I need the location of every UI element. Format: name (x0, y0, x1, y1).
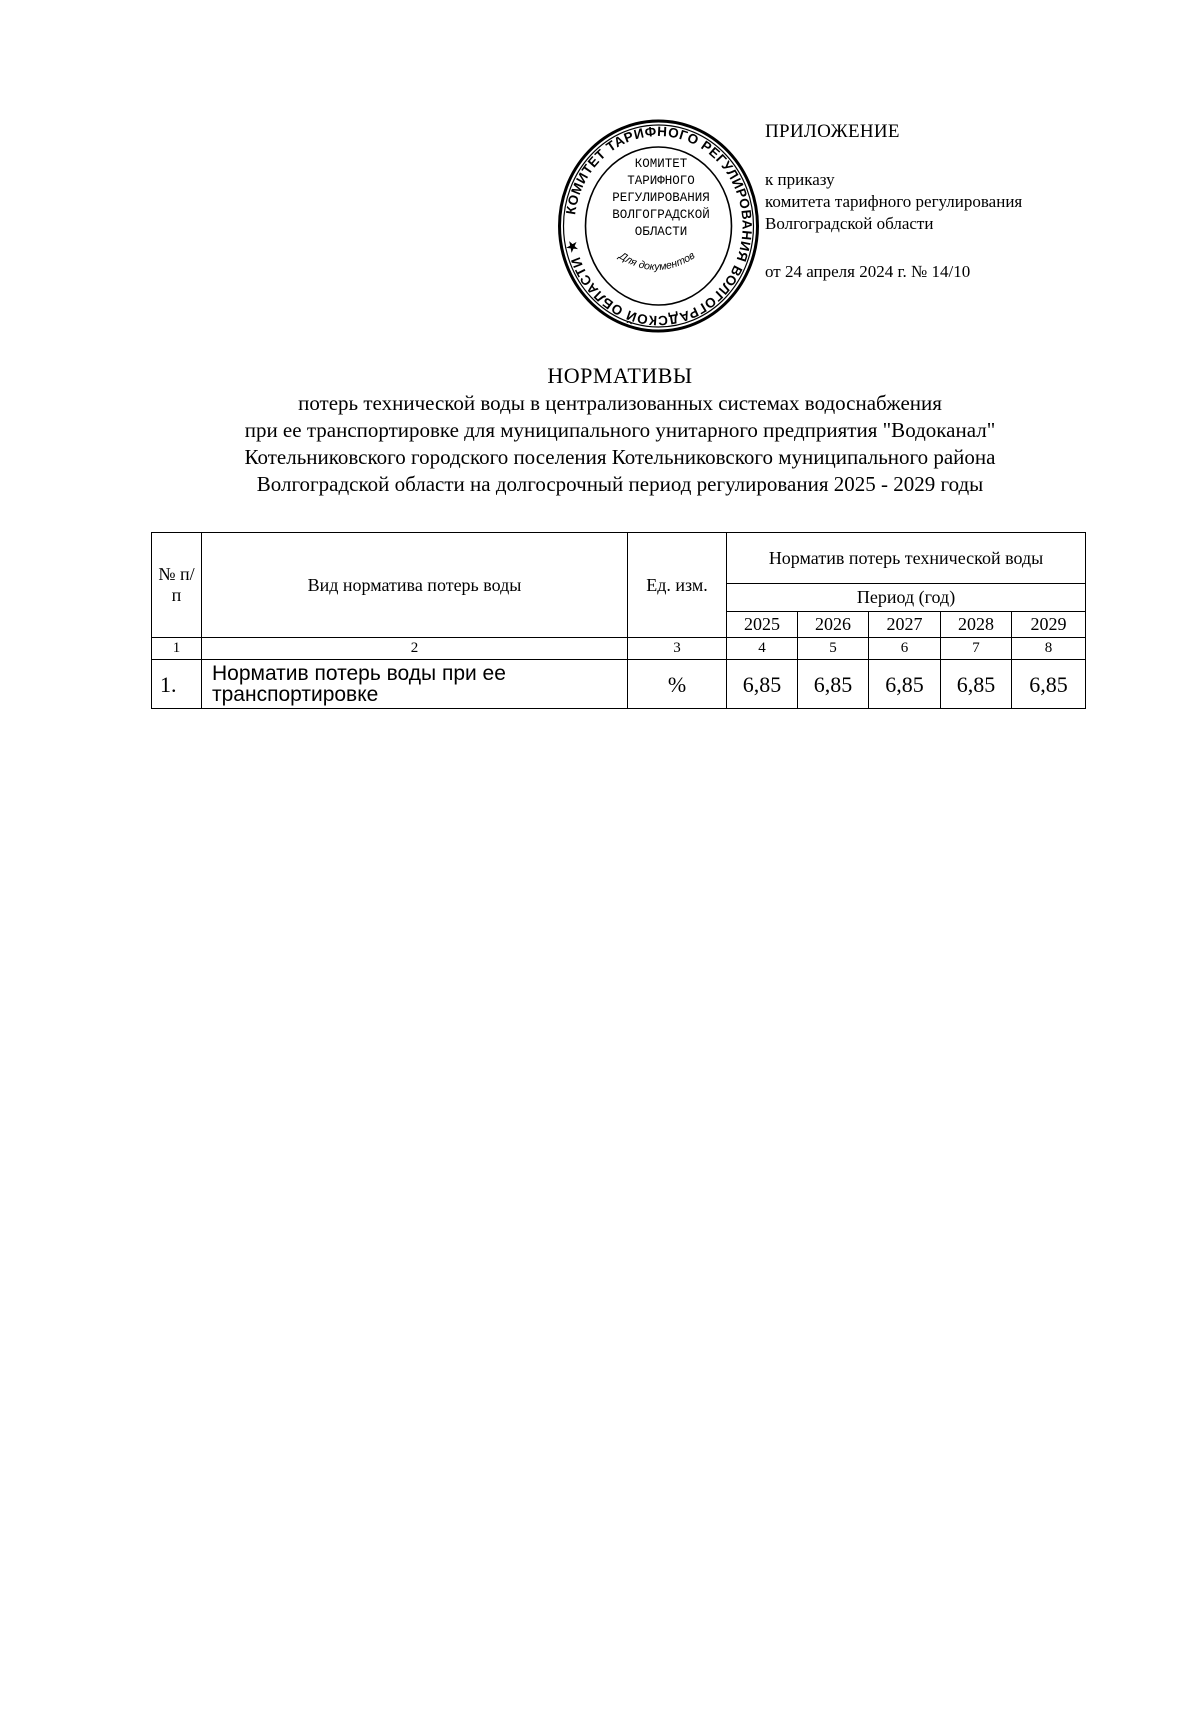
title-line-3: Котельниковского городского поселения Котельниковского муниципального района (244, 445, 996, 469)
header-norm: Норматив потерь технической воды (727, 533, 1086, 584)
title-main: НОРМАТИВЫ (547, 363, 693, 388)
seal-inner-arc: Для документов (616, 249, 698, 274)
seal-icon (557, 119, 760, 333)
seal-line-4: ВОЛГОГРАДСКОЙ (612, 208, 710, 222)
row-index: 1. (152, 660, 202, 709)
column-number: 3 (628, 638, 727, 660)
header-year: 2028 (941, 612, 1012, 638)
title-line-2: при ее транспортировке для муниципального унитарного предприятия "Водоканал" (244, 418, 996, 442)
title-line-1: потерь технической воды в централизованных системах водоснабжения (298, 391, 942, 415)
appendix-line-3: Волгоградской области (765, 214, 934, 233)
seal-ring-text: КОМИТЕТ ТАРИФНОГО РЕГУЛИРОВАНИЯ ВОЛГОГРАДСКОЙ ОБЛАСТИ ★ (563, 123, 755, 329)
header-year: 2025 (727, 612, 798, 638)
column-number: 2 (202, 638, 628, 660)
header-unit: Ед. изм. (628, 533, 727, 638)
svg-text:Для документов (616, 249, 698, 273)
column-number: 8 (1012, 638, 1086, 660)
appendix-date: от 24 апреля 2024 г. № 14/10 (765, 262, 971, 281)
row-value: 6,85 (1012, 660, 1086, 709)
appendix-heading: ПРИЛОЖЕНИЕ (765, 121, 900, 142)
appendix-block (765, 121, 1095, 283)
header-kind: Вид норматива потерь воды (202, 533, 628, 638)
table-header-row (152, 533, 1086, 584)
column-number: 7 (941, 638, 1012, 660)
column-number: 1 (152, 638, 202, 660)
norms-table (151, 532, 1086, 709)
official-seal (557, 119, 760, 333)
row-unit: % (628, 660, 727, 709)
column-number: 4 (727, 638, 798, 660)
row-value: 6,85 (727, 660, 798, 709)
header-year: 2027 (869, 612, 941, 638)
column-number: 6 (869, 638, 941, 660)
row-value: 6,85 (798, 660, 869, 709)
seal-line-3: РЕГУЛИРОВАНИЯ (612, 191, 710, 205)
row-value: 6,85 (941, 660, 1012, 709)
title-line-4: Волгоградской области на долгосрочный период регулирования 2025 - 2029 годы (256, 472, 984, 496)
header-year: 2026 (798, 612, 869, 638)
header-number: № п/п (152, 533, 202, 638)
header-year: 2029 (1012, 612, 1086, 638)
table-row (152, 660, 1086, 709)
header-period: Период (год) (727, 584, 1086, 612)
row-value: 6,85 (869, 660, 941, 709)
seal-line-2: ТАРИФНОГО (627, 174, 695, 188)
column-number-row (152, 638, 1086, 660)
appendix-line-1: к приказу (765, 170, 835, 189)
row-name: Норматив потерь воды при ее транспортировке (202, 660, 628, 709)
document-title (100, 362, 1140, 498)
column-number: 5 (798, 638, 869, 660)
seal-line-5: ОБЛАСТИ (634, 225, 688, 239)
appendix-line-2: комитета тарифного регулирования (765, 192, 1023, 211)
seal-line-1: КОМИТЕТ (634, 157, 688, 171)
